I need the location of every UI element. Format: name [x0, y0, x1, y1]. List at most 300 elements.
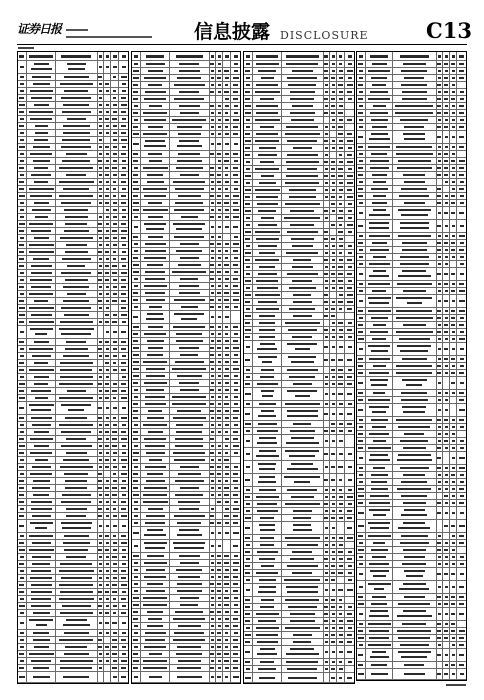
table-cell	[216, 96, 223, 102]
table-cell	[443, 268, 450, 280]
table-cell	[450, 315, 457, 321]
table-cell	[56, 617, 97, 629]
table-cell	[132, 595, 141, 601]
table-cell	[357, 68, 366, 74]
table-cell	[324, 313, 331, 319]
table-cell	[56, 61, 97, 73]
table-cell	[337, 618, 345, 624]
table-cell	[210, 616, 217, 622]
table-cell	[437, 635, 444, 641]
table-cell	[210, 200, 217, 206]
table-cell	[282, 124, 323, 130]
table-cell	[450, 247, 457, 253]
table-cell	[244, 201, 253, 207]
table-cell	[330, 250, 337, 256]
table-cell	[231, 283, 240, 289]
table-cell	[457, 533, 466, 539]
table-cell	[357, 124, 366, 130]
table-cell	[111, 88, 119, 94]
table-cell	[98, 485, 105, 491]
table-cell	[170, 574, 209, 580]
table-cell	[170, 241, 209, 247]
table-cell	[141, 304, 170, 310]
table-cell	[141, 506, 170, 512]
table-row	[357, 151, 466, 158]
table-cell	[111, 603, 119, 609]
table-cell	[132, 602, 141, 608]
table-cell	[357, 89, 366, 95]
table-cell	[253, 374, 282, 380]
table-row	[244, 159, 354, 166]
table-cell	[56, 214, 97, 220]
table-cell	[324, 61, 331, 67]
table-cell	[98, 74, 105, 80]
table-cell	[170, 450, 209, 456]
table-row	[18, 610, 128, 617]
table-cell	[132, 366, 141, 372]
table-row	[18, 102, 128, 109]
table-cell	[337, 313, 345, 319]
table-cell	[223, 520, 231, 526]
table-cell	[253, 117, 282, 123]
table-cell	[337, 381, 345, 387]
table-row	[244, 334, 354, 341]
table-cell	[345, 320, 354, 326]
table-cell	[18, 151, 27, 157]
table-cell	[223, 68, 231, 74]
table-cell	[231, 214, 240, 220]
table-cell	[330, 374, 337, 380]
table-cell	[437, 165, 444, 171]
table-cell	[457, 75, 466, 81]
table-row	[18, 346, 128, 353]
table-cell	[366, 200, 393, 206]
table-cell	[457, 315, 466, 321]
table-cell	[210, 96, 217, 102]
table-cell	[443, 61, 450, 67]
table-cell	[223, 366, 231, 372]
table-cell	[56, 242, 97, 248]
table-cell	[282, 208, 323, 214]
table-row	[244, 604, 354, 611]
table-cell	[443, 377, 450, 389]
table-row	[132, 429, 240, 436]
table-cell	[330, 264, 337, 270]
table-cell	[366, 479, 393, 485]
table-cell	[450, 336, 457, 342]
table-cell	[119, 270, 128, 276]
table-cell	[56, 235, 97, 241]
table-cell	[357, 520, 366, 532]
table-cell	[244, 341, 253, 353]
table-cell	[216, 151, 223, 157]
table-cell	[27, 506, 56, 512]
table-cell	[210, 464, 217, 470]
table-cell	[357, 507, 366, 519]
table-cell	[437, 322, 444, 328]
table-row	[132, 408, 240, 415]
table-cell	[231, 401, 240, 407]
table-cell	[56, 499, 97, 505]
table-cell	[170, 595, 209, 601]
table-row	[132, 499, 240, 506]
table-cell	[111, 235, 119, 241]
table-row	[357, 594, 466, 601]
table-cell	[345, 285, 354, 291]
table-cell	[111, 339, 119, 345]
table-cell	[223, 429, 231, 435]
table-cell	[244, 549, 253, 555]
table-cell	[450, 465, 457, 471]
table-cell	[56, 651, 97, 657]
table-cell	[324, 428, 331, 434]
table-cell	[56, 561, 97, 567]
table-cell	[132, 269, 141, 275]
table-cell	[253, 250, 282, 256]
table-cell	[366, 507, 393, 519]
table-row	[18, 568, 128, 575]
table-cell	[104, 137, 111, 143]
table-row	[244, 285, 354, 292]
table-cell	[170, 103, 209, 109]
table-cell	[437, 158, 444, 164]
table-cell	[357, 329, 366, 335]
table-cell	[210, 567, 217, 573]
table-cell	[330, 229, 337, 235]
table-cell	[244, 124, 253, 130]
table-cell	[98, 165, 105, 171]
table-cell	[324, 421, 331, 427]
table-row	[18, 291, 128, 298]
table-cell	[119, 381, 128, 387]
table-cell	[457, 628, 466, 634]
table-cell	[437, 662, 444, 668]
table-cell	[170, 609, 209, 615]
table-cell	[210, 595, 217, 601]
table-cell	[119, 116, 128, 122]
table-cell	[223, 553, 231, 559]
table-cell	[253, 61, 282, 67]
table-cell	[345, 82, 354, 88]
table-row	[132, 450, 240, 457]
table-cell	[345, 208, 354, 214]
table-row	[18, 123, 128, 130]
table-cell	[119, 499, 128, 505]
table-cell	[366, 561, 393, 567]
table-cell	[345, 145, 354, 151]
table-cell	[345, 570, 354, 576]
table-cell	[141, 471, 170, 477]
table-cell	[27, 165, 56, 171]
table-cell	[330, 334, 337, 340]
table-row	[244, 563, 354, 570]
table-cell	[132, 415, 141, 421]
table-cell	[27, 193, 56, 199]
table-cell	[119, 415, 128, 421]
table-row	[244, 659, 354, 666]
table-cell	[27, 644, 56, 650]
table-cell	[111, 61, 119, 73]
table-cell	[457, 308, 466, 314]
table-cell	[104, 346, 111, 352]
table-cell	[443, 52, 450, 60]
table-cell	[282, 131, 323, 137]
table-cell	[27, 381, 56, 387]
table-cell	[18, 402, 27, 414]
table-cell	[132, 193, 141, 199]
table-cell	[56, 381, 97, 387]
table-cell	[393, 75, 436, 81]
table-cell	[231, 151, 240, 157]
table-cell	[141, 478, 170, 484]
table-cell	[111, 395, 119, 401]
table-cell	[244, 401, 253, 407]
table-cell	[111, 193, 119, 199]
table-cell	[330, 208, 337, 214]
table-row	[132, 485, 240, 492]
table-cell	[253, 271, 282, 277]
table-cell	[366, 117, 393, 123]
table-cell	[56, 464, 97, 470]
table-cell	[98, 179, 105, 185]
table-cell	[111, 249, 119, 255]
table-cell	[141, 338, 170, 344]
table-cell	[56, 672, 97, 682]
table-cell	[111, 533, 119, 539]
table-cell	[132, 394, 141, 400]
table-cell	[253, 257, 282, 263]
table-cell	[450, 254, 457, 260]
table-cell	[119, 457, 128, 463]
table-cell	[56, 353, 97, 359]
table-cell	[223, 262, 231, 268]
table-cell	[104, 610, 111, 616]
table-cell	[330, 639, 337, 645]
table-cell	[366, 172, 393, 178]
table-row	[244, 75, 354, 82]
table-cell	[98, 672, 105, 682]
table-cell	[104, 554, 111, 560]
table-cell	[357, 635, 366, 641]
table-cell	[437, 308, 444, 314]
table-cell	[170, 672, 209, 682]
table-cell	[216, 637, 223, 643]
table-cell	[111, 402, 119, 414]
table-row	[132, 457, 240, 464]
table-cell	[210, 630, 217, 636]
table-cell	[210, 609, 217, 615]
table-cell	[253, 428, 282, 434]
table-cell	[210, 331, 217, 337]
table-cell	[345, 401, 354, 407]
table-cell	[223, 422, 231, 428]
table-cell	[393, 594, 436, 600]
table-cell	[253, 673, 282, 682]
table-cell	[357, 669, 366, 679]
table-row	[18, 235, 128, 242]
table-cell	[337, 461, 345, 473]
table-cell	[337, 611, 345, 617]
table-cell	[357, 308, 366, 314]
table-cell	[443, 281, 450, 287]
table-cell	[18, 513, 27, 519]
table-cell	[330, 435, 337, 447]
table-cell	[104, 422, 111, 428]
table-cell	[443, 233, 450, 239]
table-cell	[330, 474, 337, 486]
table-cell	[104, 130, 111, 136]
table-cell	[141, 61, 170, 67]
table-cell	[111, 291, 119, 297]
table-row	[18, 214, 128, 221]
table-cell	[337, 428, 345, 434]
table-row	[244, 320, 354, 327]
table-cell	[141, 567, 170, 573]
table-cell	[104, 326, 111, 338]
table-cell	[253, 501, 282, 507]
table-cell	[345, 549, 354, 555]
table-cell	[27, 429, 56, 435]
table-row	[132, 478, 240, 485]
table-row	[244, 194, 354, 201]
table-cell	[104, 381, 111, 387]
table-cell	[27, 214, 56, 220]
table-cell	[27, 137, 56, 143]
table-cell	[324, 341, 331, 353]
table-cell	[437, 193, 444, 199]
table-cell	[216, 103, 223, 109]
table-row	[132, 138, 240, 151]
table-cell	[141, 443, 170, 449]
table-row	[132, 443, 240, 450]
table-cell	[443, 179, 450, 185]
table-cell	[111, 298, 119, 304]
table-cell	[437, 144, 444, 150]
table-row	[132, 200, 240, 207]
table-cell	[366, 356, 393, 362]
table-cell	[56, 610, 97, 616]
table-cell	[141, 623, 170, 629]
table-cell	[223, 623, 231, 629]
table-cell	[253, 401, 282, 407]
table-cell	[231, 637, 240, 643]
table-cell	[104, 506, 111, 512]
table-row	[18, 540, 128, 547]
table-row	[18, 130, 128, 137]
table-row	[244, 448, 354, 461]
table-cell	[18, 305, 27, 311]
table-cell	[450, 220, 457, 232]
table-cell	[216, 165, 223, 171]
table-cell	[98, 506, 105, 512]
table-cell	[141, 311, 170, 323]
table-cell	[98, 513, 105, 519]
table-cell	[437, 131, 444, 143]
table-cell	[357, 172, 366, 178]
table-cell	[450, 404, 457, 416]
table-cell	[111, 637, 119, 643]
table-cell	[443, 89, 450, 95]
table-cell	[244, 435, 253, 447]
table-cell	[216, 89, 223, 95]
table-row	[18, 637, 128, 644]
table-row	[244, 208, 354, 215]
table-cell	[141, 373, 170, 379]
table-cell	[56, 492, 97, 498]
table-cell	[366, 82, 393, 88]
table-cell	[337, 515, 345, 521]
table-cell	[253, 522, 282, 534]
table-cell	[345, 243, 354, 249]
table-cell	[253, 341, 282, 353]
table-cell	[282, 327, 323, 333]
table-cell	[231, 324, 240, 330]
table-cell	[98, 312, 105, 318]
table-cell	[345, 666, 354, 672]
table-cell	[223, 464, 231, 470]
table-cell	[56, 151, 97, 157]
table-cell	[337, 401, 345, 407]
table-row	[132, 387, 240, 394]
table-row	[18, 270, 128, 277]
table-cell	[457, 377, 466, 389]
table-cell	[330, 522, 337, 534]
table-cell	[366, 144, 393, 150]
table-cell	[330, 271, 337, 277]
table-cell	[104, 429, 111, 435]
table-cell	[210, 574, 217, 580]
table-cell	[443, 370, 450, 376]
table-cell	[443, 568, 450, 580]
table-cell	[330, 659, 337, 665]
table-cell	[56, 374, 97, 380]
table-cell	[282, 194, 323, 200]
table-row	[132, 630, 240, 637]
table-cell	[450, 356, 457, 362]
table-cell	[443, 158, 450, 164]
table-cell	[98, 603, 105, 609]
table-row	[132, 68, 240, 75]
table-cell	[366, 193, 393, 199]
table-cell	[324, 354, 331, 366]
table-cell	[345, 563, 354, 569]
table-cell	[450, 288, 457, 294]
table-cell	[324, 257, 331, 263]
table-cell	[210, 450, 217, 456]
table-cell	[345, 421, 354, 427]
table-cell	[141, 401, 170, 407]
table-cell	[18, 464, 27, 470]
table-cell	[450, 117, 457, 123]
table-cell	[18, 74, 27, 80]
table-row	[132, 131, 240, 138]
table-cell	[18, 429, 27, 435]
table-cell	[223, 506, 231, 512]
table-cell	[366, 486, 393, 492]
table-cell	[98, 499, 105, 505]
table-cell	[366, 404, 393, 416]
table-cell	[216, 366, 223, 372]
table-cell	[111, 540, 119, 546]
table-cell	[104, 305, 111, 311]
table-cell	[393, 322, 436, 328]
table-cell	[357, 207, 366, 219]
table-row	[132, 567, 240, 574]
table-cell	[18, 610, 27, 616]
table-cell	[119, 443, 128, 449]
table-cell	[119, 214, 128, 220]
table-cell	[282, 89, 323, 95]
